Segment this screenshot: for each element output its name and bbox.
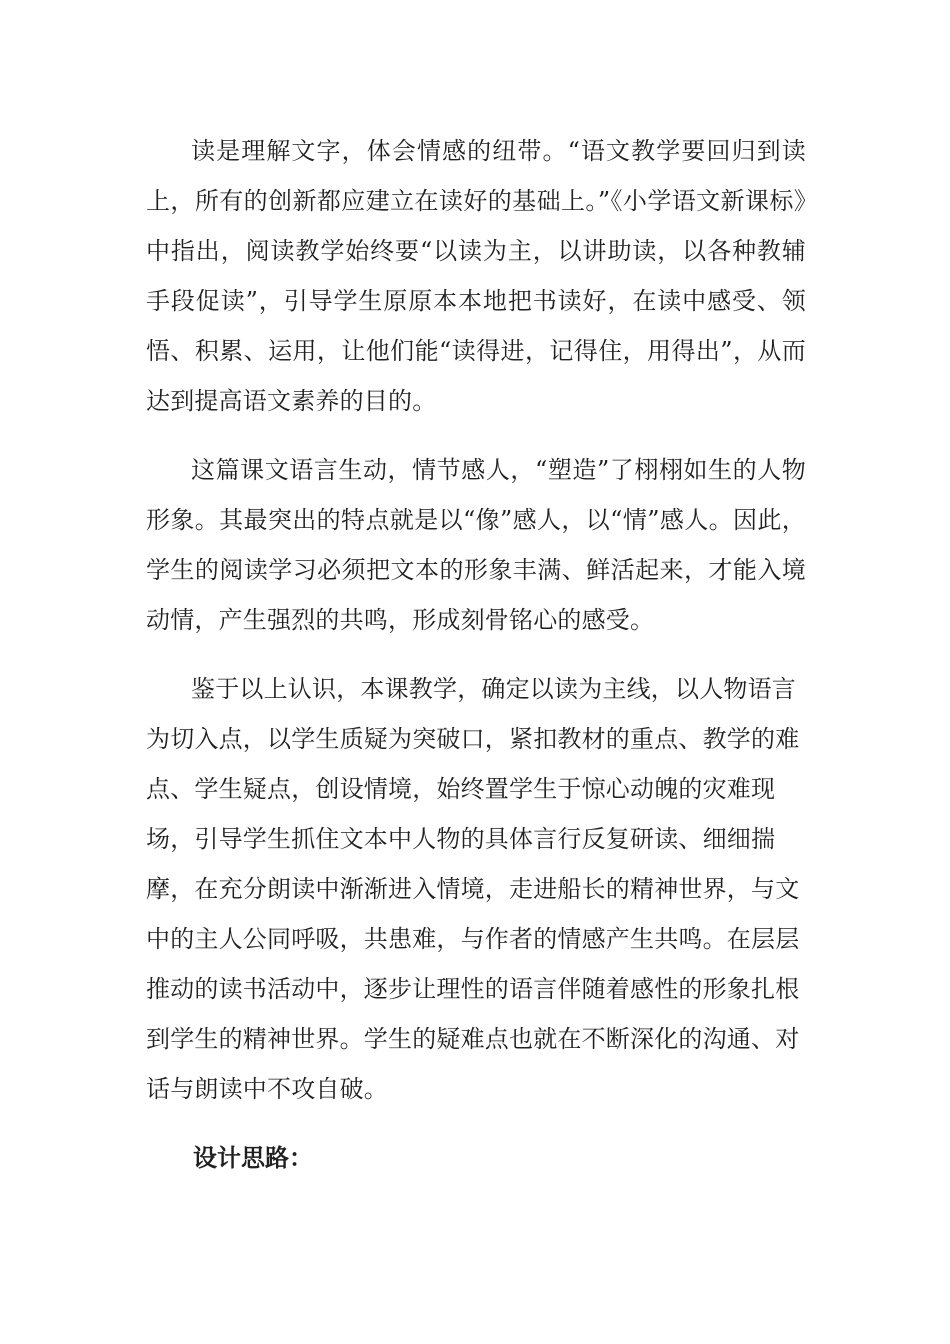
document-page xyxy=(146,126,806,1183)
paragraph-text-features: 这篇课文语言生动，情节感人，“塑造”了栩栩如生的人物形象。其最突出的特点就是以“像”感人，以“情”感人。因此，学生的阅读学习必须把文本的形象丰满、鲜活起来，才能入境动情，产生强烈的共鸣，形成刻骨铭心的感受。 xyxy=(146,456,806,634)
paragraph-reading-importance: 读是理解文字，体会情感的纽带。“语文教学要回归到读上，所有的创新都应建立在读好的基础上。”《小学语文新课标》中指出，阅读教学始终要“以读为主，以讲助读，以各种教辅手段促读”，引导学生原原本本地把书读好，在读中感受、领悟、积累、运用，让他们能“读得进，记得住，用得出”，从而达到提高语文素养的目的。 xyxy=(146,137,806,415)
section-heading-design-ideas: 设计思路： xyxy=(193,1143,313,1172)
paragraph-teaching-approach: 鉴于以上认识，本课教学，确定以读为主线，以人物语言为切入点，以学生质疑为突破口，紧扣教材的重点、教学的难点、学生疑点，创设情境，始终置学生于惊心动魄的灾难现场，引导学生抓住文本中人物的具体言行反复研读、细细揣摩，在充分朗读中渐渐进入情境，走进船长的精神世界，与文中的主人公同呼吸，共患难，与作者的情感产生共鸣。在层层推动的读书活动中，逐步让理性的语言伴随着感性的形象扎根到学生的精神世界。学生的疑难点也就在不断深化的沟通、对话与朗读中不攻自破。 xyxy=(146,675,800,1103)
